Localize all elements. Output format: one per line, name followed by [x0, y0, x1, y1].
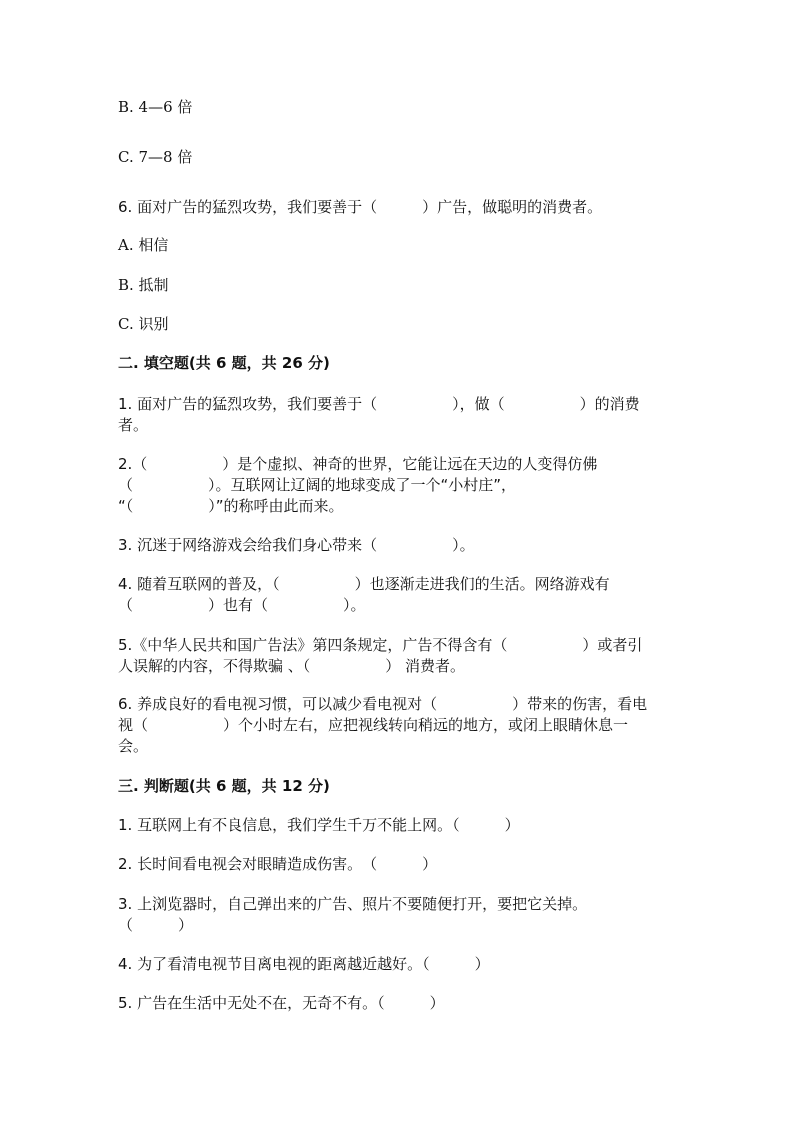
choice-6-option-b: B. 抵制 — [118, 276, 169, 294]
fill-question-6-line-3: 会。 — [118, 737, 149, 755]
section-heading-fill: 二. 填空题(共 6 题，共 26 分) — [118, 354, 330, 372]
fill-question-5-line-2: 人误解的内容，不得欺骗 、（ ） 消费者。 — [118, 657, 466, 675]
choice-option-b: B. 4—6 倍 — [118, 98, 193, 116]
fill-question-1-line-2: 者。 — [118, 416, 149, 434]
choice-option-c: C. 7—8 倍 — [118, 148, 193, 166]
fill-question-5-line-1: 5.《中华人民共和国广告法》第四条规定，广告不得含有（ ）或者引 — [118, 636, 643, 654]
choice-6-option-c: C. 识别 — [118, 315, 169, 333]
fill-question-3: 3. 沉迷于网络游戏会给我们身心带来（ ）。 — [118, 536, 475, 554]
judge-question-1: 1. 互联网上有不良信息，我们学生千万不能上网。（ ） — [118, 816, 520, 834]
judge-question-3-line-1: 3. 上浏览器时，自己弹出来的广告、照片不要随便打开，要把它关掉。 — [118, 895, 588, 913]
section-heading-judge: 三. 判断题(共 6 题，共 12 分) — [118, 777, 330, 795]
fill-question-2-line-2: （ ）。互联网让辽阔的地球变成了一个“小村庄”， — [118, 476, 517, 494]
fill-question-6-line-2: 视（ ）个小时左右，应把视线转向稍远的地方，或闭上眼睛休息一 — [118, 716, 629, 734]
judge-question-4: 4. 为了看清电视节目离电视的距离越近越好。（ ） — [118, 955, 490, 973]
judge-question-2: 2. 长时间看电视会对眼睛造成伤害。 （ ） — [118, 855, 438, 873]
fill-question-4-line-2: （ ）也有（ ）。 — [118, 596, 366, 614]
fill-question-2-line-1: 2.（ ）是个虚拟、神奇的世界，它能让远在天边的人变得仿佛 — [118, 455, 598, 473]
judge-question-5: 5. 广告在生活中无处不在，无奇不有。（ ） — [118, 994, 445, 1012]
choice-6-option-a: A. 相信 — [118, 236, 169, 254]
choice-question-6: 6. 面对广告的猛烈攻势，我们要善于（ ）广告，做聪明的消费者。 — [118, 198, 603, 216]
fill-question-4-line-1: 4. 随着互联网的普及，（ ）也逐渐走进我们的生活。网络游戏有 — [118, 575, 610, 593]
fill-question-1-line-1: 1. 面对广告的猛烈攻势，我们要善于（ ），做（ ）的消费 — [118, 395, 640, 413]
fill-question-6-line-1: 6. 养成良好的看电视习惯，可以减少看电视对（ ）带来的伤害，看电 — [118, 695, 648, 713]
fill-question-2-line-3: “（ ）”的称呼由此而来。 — [118, 497, 344, 515]
judge-question-3-line-2: （ ） — [118, 916, 194, 934]
